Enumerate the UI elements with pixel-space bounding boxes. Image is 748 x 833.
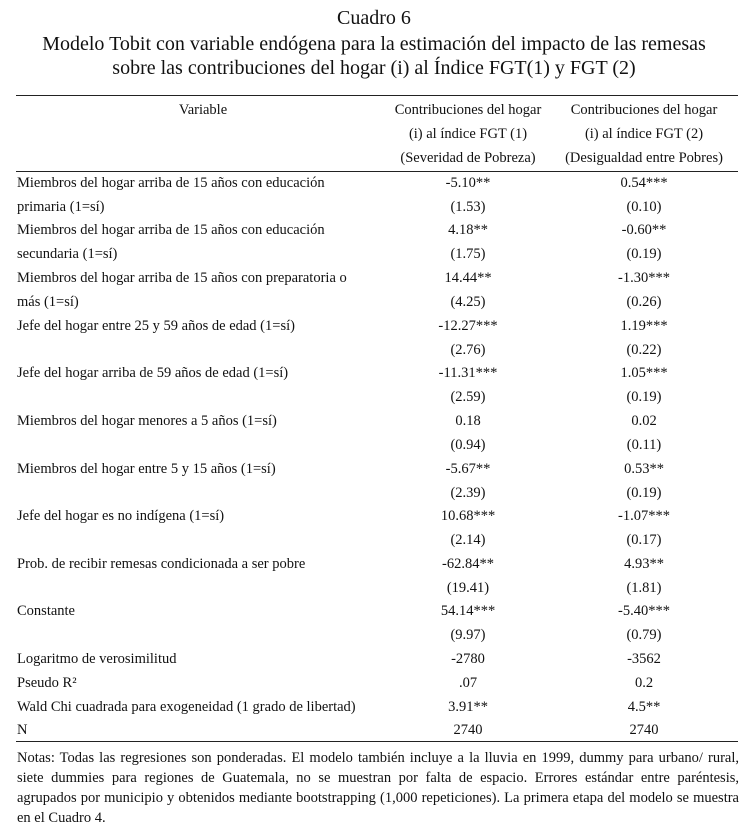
se-fgt2: (0.22) — [626, 342, 662, 358]
coef-fgt2: -1.07*** — [618, 508, 670, 524]
coef-fgt1: -62.84** — [442, 556, 494, 572]
se-fgt2: (0.11) — [626, 437, 662, 453]
stat-fgt2: 4.5** — [627, 699, 661, 715]
row-variable: Jefe del hogar arriba de 59 años de edad (1=sí) — [17, 365, 289, 381]
row-variable-cont: primaria (1=sí) — [17, 199, 105, 215]
se-fgt2: (0.17) — [626, 532, 662, 548]
coef-fgt1: 14.44** — [444, 270, 492, 286]
table-title-line-2: sobre las contribuciones del hogar (i) al Índice FGT(1) y FGT (2) — [112, 57, 636, 79]
se-fgt2: (0.19) — [626, 389, 662, 405]
row-variable: Miembros del hogar entre 5 y 15 años (1=sí) — [17, 461, 276, 477]
row-variable-cont: más (1=sí) — [17, 294, 79, 310]
se-fgt2: (0.10) — [626, 199, 662, 215]
se-fgt2: (1.81) — [626, 580, 662, 596]
table-notes: Notas: Todas las regresiones son ponderadas. El modelo también incluye a la lluvia en 1999, dummy para urbano/ rural, siete dummies para regiones de Guatemala, no se muestran por falta de espacio. Errores estándar entre paréntesis, agrupados por municipio y obtenidos mediante bootstrapping (1,000 repeticiones). La primera etapa del modelo se muestra en el Cuadro 4. — [17, 750, 739, 826]
coef-fgt2: -5.40*** — [618, 603, 670, 619]
stat-label: Logaritmo de verosimilitud — [17, 651, 177, 667]
stat-fgt2: -3562 — [627, 651, 661, 667]
coef-fgt1: -5.10** — [445, 175, 491, 191]
header-col1-line3: (Severidad de Pobreza) — [400, 150, 536, 166]
row-variable: Prob. de recibir remesas condicionada a ser pobre — [17, 556, 306, 572]
stat-fgt1: 3.91** — [448, 699, 488, 715]
se-fgt1: (2.59) — [450, 389, 486, 405]
coef-fgt1: 4.18** — [448, 222, 488, 238]
coef-fgt2: 0.53** — [624, 461, 664, 477]
table-caption: Cuadro 6 — [337, 7, 411, 29]
row-variable: Jefe del hogar es no indígena (1=sí) — [17, 508, 225, 524]
coef-fgt2: 0.54*** — [620, 175, 668, 191]
header-col1-line1: Contribuciones del hogar — [394, 102, 542, 118]
header-col2-line3: (Desigualdad entre Pobres) — [565, 150, 723, 166]
se-fgt1: (1.75) — [450, 246, 486, 262]
header-col2-line1: Contribuciones del hogar — [570, 102, 718, 118]
stat-fgt1: .07 — [458, 675, 478, 691]
coef-fgt1: -12.27*** — [438, 318, 498, 334]
se-fgt2: (0.26) — [626, 294, 662, 310]
row-variable: Constante — [17, 603, 75, 619]
se-fgt2: (0.19) — [626, 246, 662, 262]
coef-fgt2: 1.05*** — [620, 365, 668, 381]
stat-fgt1: -2780 — [451, 651, 485, 667]
se-fgt1: (1.53) — [450, 199, 486, 215]
coef-fgt2: 1.19*** — [620, 318, 668, 334]
coef-fgt2: -1.30*** — [618, 270, 670, 286]
stat-label: Wald Chi cuadrada para exogeneidad (1 grado de libertad) — [17, 699, 356, 715]
se-fgt1: (2.14) — [450, 532, 486, 548]
stat-fgt2: 2740 — [629, 722, 659, 738]
se-fgt2: (0.79) — [626, 627, 662, 643]
header-variable: Variable — [178, 102, 228, 118]
se-fgt2: (0.19) — [626, 485, 662, 501]
stat-label: Pseudo R² — [17, 675, 77, 691]
coef-fgt2: 4.93** — [624, 556, 664, 572]
stat-label: N — [17, 722, 28, 738]
row-variable: Miembros del hogar arriba de 15 años con preparatoria o — [17, 270, 347, 286]
row-variable: Jefe del hogar entre 25 y 59 años de edad (1=sí) — [17, 318, 295, 334]
coef-fgt1: 0.18 — [455, 413, 481, 429]
se-fgt1: (4.25) — [450, 294, 486, 310]
top-rule — [16, 95, 738, 96]
header-col2-line2: (i) al índice FGT (2) — [584, 126, 704, 142]
se-fgt1: (9.97) — [450, 627, 486, 643]
row-variable: Miembros del hogar arriba de 15 años con educación — [17, 222, 325, 238]
row-variable-cont: secundaria (1=sí) — [17, 246, 118, 262]
coef-fgt2: 0.02 — [631, 413, 657, 429]
row-variable: Miembros del hogar menores a 5 años (1=sí) — [17, 413, 277, 429]
header-col1-line2: (i) al índice FGT (1) — [408, 126, 528, 142]
coef-fgt2: -0.60** — [621, 222, 667, 238]
coef-fgt1: -11.31*** — [438, 365, 498, 381]
stat-fgt2: 0.2 — [634, 675, 654, 691]
coef-fgt1: 10.68*** — [440, 508, 496, 524]
row-variable: Miembros del hogar arriba de 15 años con educación — [17, 175, 325, 191]
table-title-line-1: Modelo Tobit con variable endógena para la estimación del impacto de las remesas — [42, 33, 706, 55]
stat-fgt1: 2740 — [453, 722, 483, 738]
coef-fgt1: -5.67** — [445, 461, 491, 477]
bottom-rule — [16, 741, 738, 742]
se-fgt1: (19.41) — [446, 580, 490, 596]
se-fgt1: (2.39) — [450, 485, 486, 501]
header-rule — [16, 171, 738, 172]
se-fgt1: (0.94) — [450, 437, 486, 453]
se-fgt1: (2.76) — [450, 342, 486, 358]
coef-fgt1: 54.14*** — [440, 603, 496, 619]
